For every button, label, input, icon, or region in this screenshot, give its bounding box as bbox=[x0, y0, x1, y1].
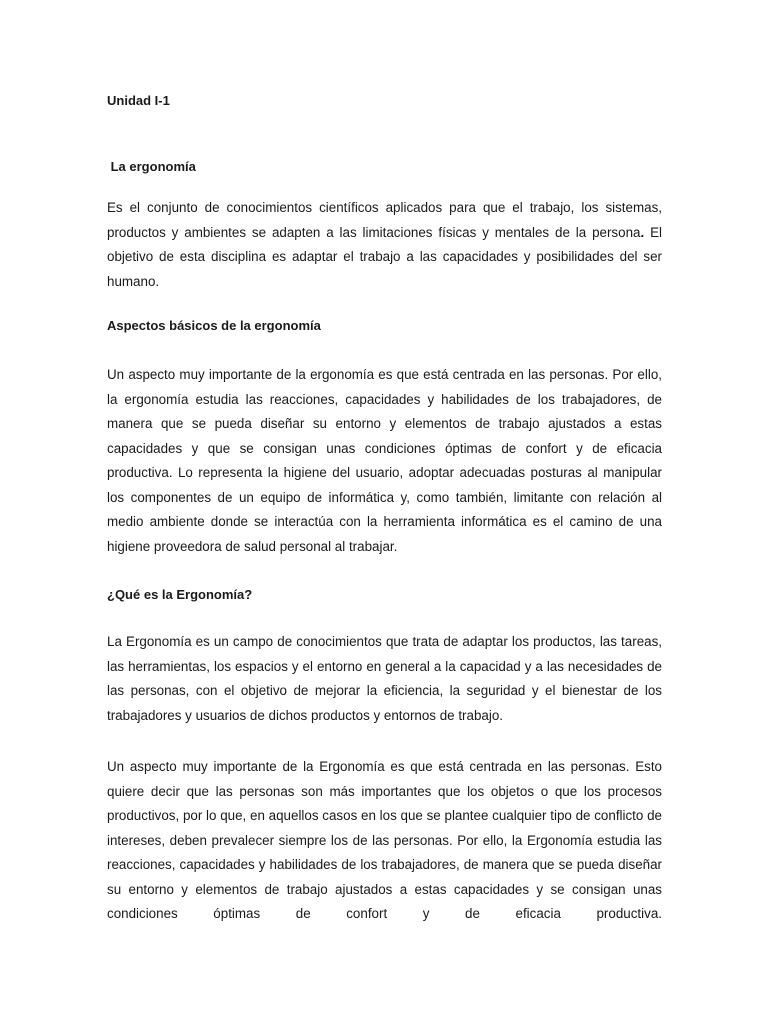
paragraph-que-es-ergonomia: La Ergonomía es un campo de conocimientos que trata de adaptar los productos, las tareas, las herramientas, los espacios y el entorno en general a la capacidad y a las necesidades de las personas, con el objetivo de mejorar la eficiencia, la seguridad y el bienestar de los trabajadores y usuarios de dichos productos y entornos de trabajo. bbox=[107, 634, 662, 723]
section-title-que-es-ergonomia: ¿Qué es la Ergonomía? bbox=[107, 587, 253, 602]
paragraph-definition-text-2: El objetivo de esta disciplina es adaptar el trabajo a las capacidades y posibilidades del ser humano. bbox=[107, 224, 662, 289]
section-title-la-ergonomia: La ergonomía bbox=[107, 159, 196, 174]
paragraph-definition bbox=[107, 196, 662, 294]
paragraph-aspectos-basicos: Un aspecto muy importante de la ergonomía es que está centrada en las personas. Por ello, la ergonomía estudia las reacciones, capacidades y habilidades de los trabajadores, de manera que se pueda diseñar su entorno y elementos de trabajo ajustados a estas capacidades y que se consigan unas condiciones óptimas de confort y de eficacia productiva. Lo representa la higiene del usuario, adoptar adecuadas posturas al manipular los componentes de un equipo de informática y, como también, limitante con relación al medio ambiente donde se interactúa con la herramienta informática es el camino de una higiene proveedora de salud personal al trabajar. bbox=[107, 367, 662, 554]
section-title-aspectos-basicos: Aspectos básicos de la ergonomía bbox=[107, 318, 321, 333]
paragraph-definition-text-1: Es el conjunto de conocimientos científicos aplicados para que el trabajo, los sistemas, productos y ambientes se adapten a las limitaciones físicas y mentales de la persona bbox=[107, 200, 662, 240]
paragraph-definition-bold-dot: . bbox=[640, 224, 645, 240]
paragraph-centrada-en-personas: Un aspecto muy importante de la Ergonomía es que está centrada en las personas. Esto quiere decir que las personas son más importantes que los objetos o que los procesos productivos, por lo que, en aquellos casos en los que se plantee cualquier tipo de conflicto de intereses, deben prevalecer siempre los de las personas. Por ello, la Ergonomía estudia las reacciones, capacidades y habilidades de los trabajadores, de manera que se pueda diseñar su entorno y elementos de trabajo ajustados a estas capacidades y se consigan unas condiciones óptimas de confort y de eficacia productiva. bbox=[107, 759, 662, 921]
unit-title: Unidad I-1 bbox=[107, 93, 170, 108]
